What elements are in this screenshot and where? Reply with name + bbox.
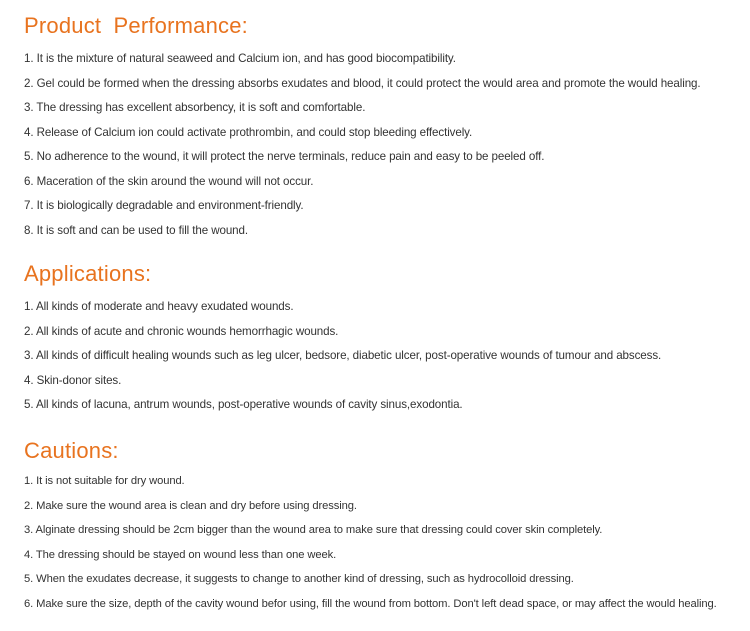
application-item-2: 2. All kinds of acute and chronic wounds hemorrhagic wounds. bbox=[24, 324, 339, 338]
caution-item-6: 6. Make sure the size, depth of the cavity wound befor using, fill the wound from bottom. Don't left dead space, or may affect the would healing. bbox=[24, 597, 717, 610]
performance-item-2: 2. Gel could be formed when the dressing absorbs exudates and blood, it could protect the would area and promote the would healing. bbox=[24, 76, 701, 90]
application-item-5: 5. All kinds of lacuna, antrum wounds, post-operative wounds of cavity sinus,exodontia. bbox=[24, 398, 463, 411]
application-item-3: 3. All kinds of difficult healing wounds such as leg ulcer, bedsore, diabetic ulcer, post-operative wounds of tumour and abscess. bbox=[24, 349, 662, 362]
application-item-4: 4. Skin-donor sites. bbox=[24, 373, 122, 387]
performance-item-3: 3. The dressing has excellent absorbency, it is soft and comfortable. bbox=[24, 101, 366, 114]
caution-item-2: 2. Make sure the wound area is clean and dry before using dressing. bbox=[24, 499, 357, 512]
caution-item-5: 5. When the exudates decrease, it suggests to change to another kind of dressing, such as hydrocolloid dressing. bbox=[24, 573, 574, 585]
caution-item-3: 3. Alginate dressing should be 2cm bigger than the wound area to make sure that dressing could cover skin completely. bbox=[24, 524, 603, 536]
applications-heading: Applications: bbox=[24, 261, 152, 286]
product-performance-heading: Product Performance: bbox=[24, 13, 248, 38]
performance-item-4: 4. Release of Calcium ion could activate prothrombin, and could stop bleeding effectively. bbox=[24, 125, 473, 139]
performance-item-5: 5. No adherence to the wound, it will protect the nerve terminals, reduce pain and easy to be peeled off. bbox=[24, 150, 545, 163]
performance-item-7: 7. It is biologically degradable and environment-friendly. bbox=[24, 199, 304, 212]
performance-item-1: 1. It is the mixture of natural seaweed and Calcium ion, and has good biocompatibility. bbox=[24, 52, 456, 65]
caution-item-1: 1. It is not suitable for dry wound. bbox=[24, 475, 185, 487]
applications-list bbox=[24, 300, 661, 423]
performance-item-6: 6. Maceration of the skin around the wound will not occur. bbox=[24, 174, 314, 188]
performance-item-8: 8. It is soft and can be used to fill the wound. bbox=[24, 223, 248, 237]
cautions-heading: Cautions: bbox=[24, 438, 119, 463]
cautions-list bbox=[24, 474, 717, 621]
caution-item-4: 4. The dressing should be stayed on wound less than one week. bbox=[24, 548, 337, 561]
application-item-1: 1. All kinds of moderate and heavy exudated wounds. bbox=[24, 300, 294, 313]
product-performance-list bbox=[24, 52, 701, 248]
